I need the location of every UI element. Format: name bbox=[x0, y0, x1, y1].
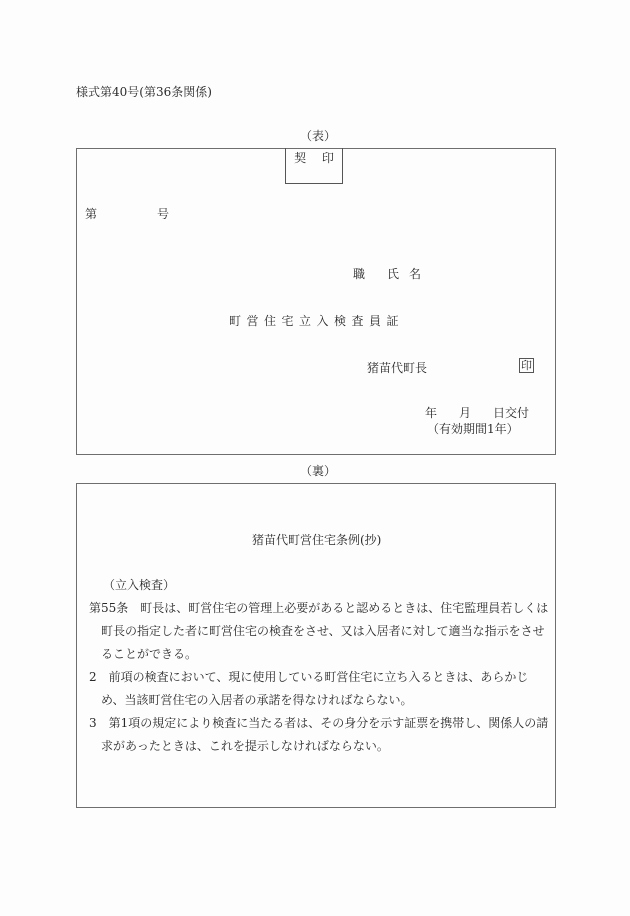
article-55 bbox=[89, 597, 549, 666]
article-55-paragraph-2 bbox=[89, 666, 549, 712]
tally-seal-box bbox=[285, 148, 343, 184]
form-number: 様式第40号(第36条関係) bbox=[76, 85, 212, 99]
title-and-name-row bbox=[353, 265, 423, 282]
certificate-front bbox=[76, 148, 556, 455]
tally-seal-label: 契 印 bbox=[294, 150, 340, 165]
issue-month-label: 月 bbox=[459, 406, 472, 420]
section-heading: （立入検査） bbox=[103, 578, 176, 592]
issue-year-label: 年 bbox=[425, 406, 438, 420]
article-line: 求があったときは、これを提示しなければならない。 bbox=[101, 739, 389, 753]
article-line: 2 前項の検査において、現に使用している町営住宅に立ち入るときは、あらかじ bbox=[89, 670, 529, 684]
issuer-name: 猪苗代町長 bbox=[367, 361, 428, 375]
article-55-paragraph-3 bbox=[89, 712, 549, 758]
issuer-seal-stamp: 印 bbox=[521, 359, 532, 372]
article-line: 第55条 町長は、町営住宅の管理上必要があると認めるときは、住宅監理員若しくは bbox=[89, 601, 549, 615]
article-line: め、当該町営住宅の入居者の承諾を得なければならない。 bbox=[101, 693, 413, 707]
issue-day-label: 日交付 bbox=[493, 406, 530, 420]
certificate-number-suffix: 号 bbox=[157, 207, 170, 221]
certificate-title: 町営住宅立入検査員証 bbox=[229, 314, 405, 328]
job-title-label: 職 bbox=[353, 267, 368, 281]
name-label-2: 名 bbox=[409, 267, 424, 281]
article-line: 3 第1項の規定により検査に当たる者は、その身分を示す証票を携帯し、関係人の請 bbox=[89, 716, 549, 730]
certificate-back bbox=[76, 483, 556, 808]
ordinance-title: 猪苗代町営住宅条例(抄) bbox=[252, 533, 382, 547]
article-line: ることができる。 bbox=[101, 647, 198, 661]
issue-date bbox=[425, 404, 529, 421]
article-line: 町長の指定した者に町営住宅の検査をさせ、又は入居者に対して適当な指示をさせ bbox=[101, 624, 545, 638]
certificate-number-prefix: 第 bbox=[85, 207, 98, 221]
validity-period: （有効期間1年） bbox=[427, 422, 519, 436]
front-side-label: （表） bbox=[300, 129, 337, 143]
back-side-label: （裏） bbox=[300, 464, 337, 478]
name-label-1: 氏 bbox=[387, 267, 402, 281]
